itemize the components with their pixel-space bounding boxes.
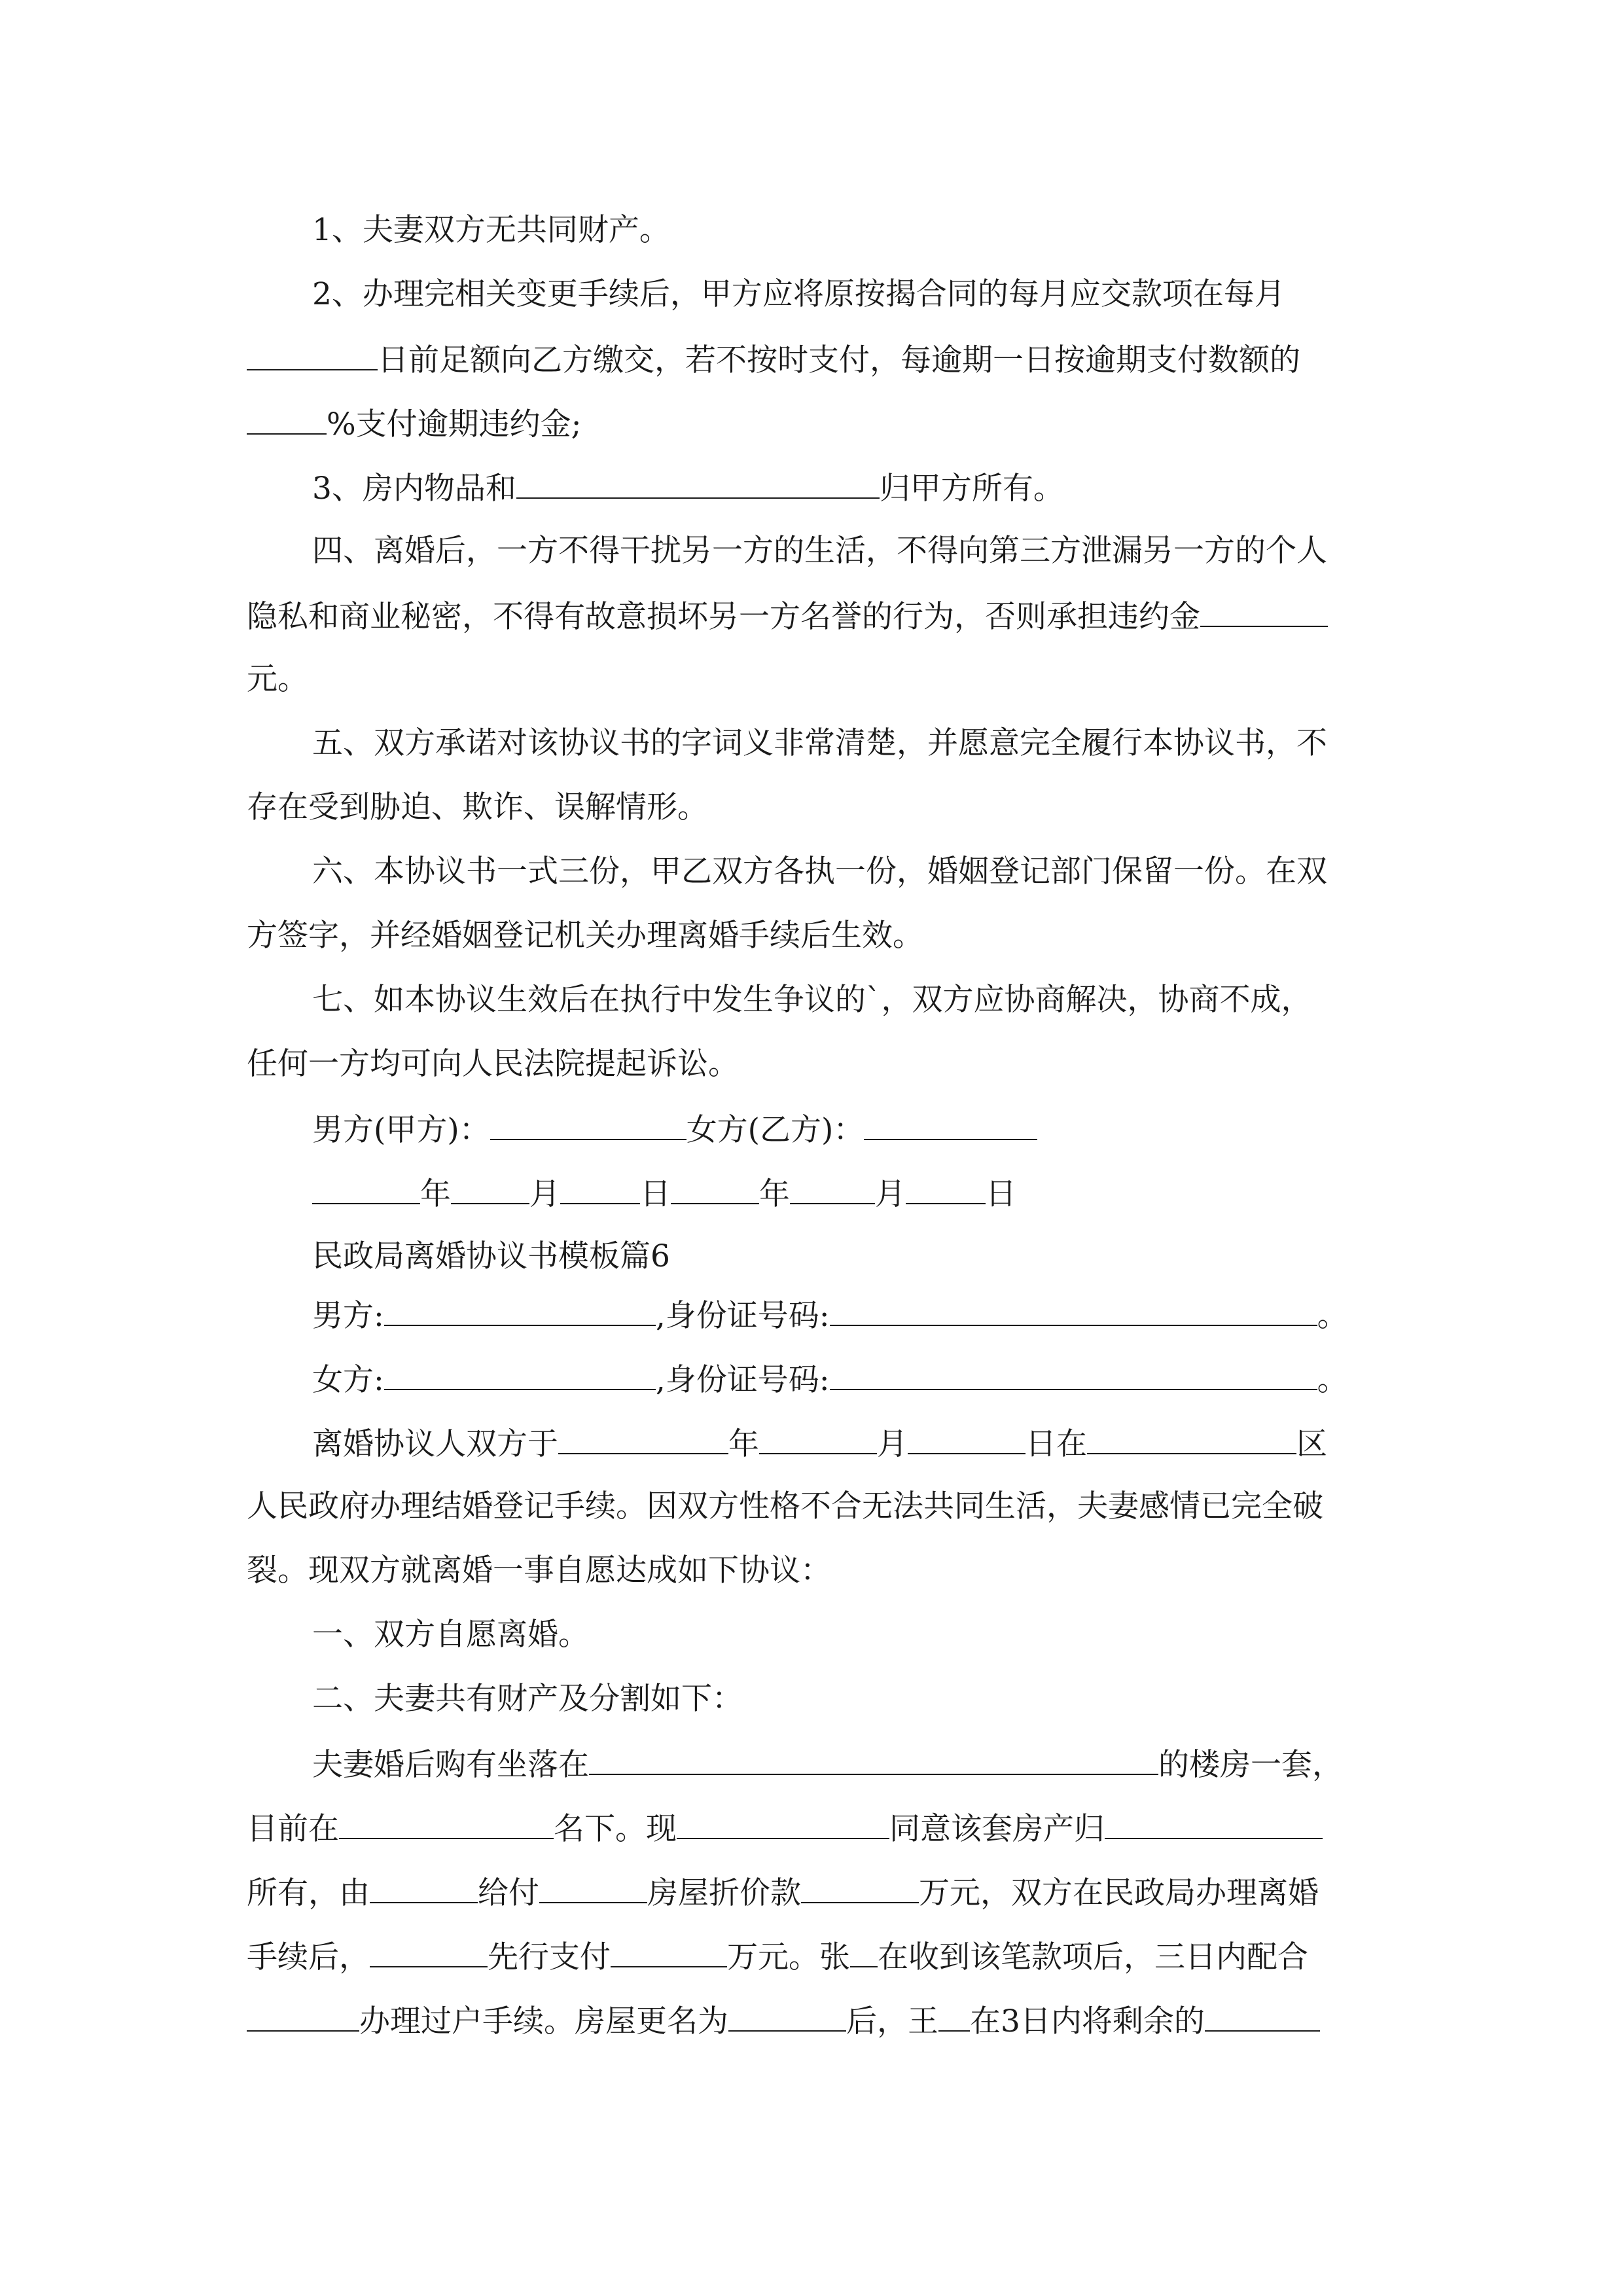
clause-text: 在收到该笔款项后，三日内配合: [878, 1939, 1308, 1975]
wife-info: [312, 1359, 1348, 1398]
period: 。: [1317, 1362, 1348, 1398]
amount-blank[interactable]: [801, 1872, 919, 1903]
day-blank[interactable]: [906, 1173, 986, 1204]
payee-blank[interactable]: [539, 1872, 647, 1903]
clause-2-line-3: [247, 403, 582, 442]
marriage-line-2: [247, 1487, 1323, 1526]
clause-4-line-1: [312, 531, 1327, 571]
clause-4-line-2: [247, 596, 1328, 635]
day-label: 日: [986, 1176, 1016, 1212]
remaining-amount-blank[interactable]: [1205, 2000, 1320, 2032]
marriage-date-line: [312, 1423, 1327, 1462]
payer-blank[interactable]: [370, 1872, 478, 1903]
clause-text: 办理过户手续。房屋更名为: [359, 2003, 728, 2039]
agreeing-party-blank[interactable]: [677, 1808, 889, 1839]
clause-text: 隐私和商业秘密，不得有故意损坏另一方名誉的行为，否则承担违约金: [247, 599, 1200, 635]
prepay-amount-blank[interactable]: [611, 1936, 727, 1967]
clause-text: 离婚协议人双方于: [312, 1426, 558, 1462]
prepayer-blank[interactable]: [370, 1936, 488, 1967]
clause-text: 五、双方承诺对该协议书的字词义非常清楚，并愿意完全履行本协议书，不: [312, 725, 1327, 761]
year-label: 年: [420, 1176, 451, 1212]
property-line-2: [247, 1808, 1323, 1847]
husband-label: 男方(甲方)：: [312, 1112, 490, 1148]
district-label: 区: [1296, 1426, 1327, 1462]
id-number-label: ,身份证号码:: [655, 1362, 830, 1398]
clause-text: %支付逾期违约金;: [327, 406, 582, 442]
month-label: 月: [529, 1176, 560, 1212]
clause-text: 裂。现双方就离婚一事自愿达成如下协议：: [247, 1552, 831, 1588]
clause-7-line-2: [247, 1045, 739, 1084]
clause-text: 目前在: [247, 1811, 339, 1847]
renamed-to-blank[interactable]: [728, 2000, 846, 2032]
transfer-party-blank[interactable]: [247, 2000, 359, 2032]
agreement-2: [312, 1679, 743, 1719]
wang-blank[interactable]: [938, 2000, 970, 2032]
blank-percent[interactable]: [247, 403, 327, 435]
blank-penalty[interactable]: [1200, 596, 1328, 627]
month-blank[interactable]: [759, 1423, 877, 1454]
clause-text: 先行支付: [488, 1939, 611, 1975]
wife-id-blank[interactable]: [830, 1359, 1317, 1390]
clause-text: 一、双方自愿离婚。: [312, 1617, 589, 1653]
property-line-1: [312, 1744, 1343, 1783]
year-label: 年: [759, 1176, 790, 1212]
blank-items[interactable]: [516, 467, 880, 499]
clause-6-line-2: [247, 916, 923, 956]
property-line-4: [247, 1936, 1308, 1975]
month-label: 月: [875, 1176, 906, 1212]
husband-id-blank[interactable]: [830, 1295, 1317, 1326]
clause-text: 万元，双方在民政局办理离婚: [919, 1875, 1319, 1911]
year-blank[interactable]: [671, 1173, 759, 1204]
clause-text: 手续后，: [247, 1939, 370, 1975]
clause-text: 万元。张: [727, 1939, 850, 1975]
year-label: 年: [728, 1426, 759, 1462]
month-blank[interactable]: [790, 1173, 875, 1204]
property-line-5: [247, 2000, 1320, 2039]
clause-7-line-1: [312, 980, 1312, 1020]
clause-text: 任何一方均可向人民法院提起诉讼。: [247, 1046, 739, 1082]
clause-text: 四、离婚后，一方不得干扰另一方的生活，不得向第三方泄漏另一方的个人: [312, 533, 1327, 569]
property-line-3: [247, 1872, 1319, 1911]
date-line: [312, 1173, 1016, 1212]
wife-label: 女方(乙方)：: [686, 1112, 865, 1148]
husband-signature-blank[interactable]: [490, 1109, 687, 1140]
wife-name-blank[interactable]: [384, 1359, 656, 1390]
clause-text: 同意该套房产归: [889, 1811, 1105, 1847]
clause-5-line-2: [247, 788, 708, 827]
district-blank[interactable]: [1087, 1423, 1296, 1454]
clause-text: 2、办理完相关变更手续后，甲方应将原按揭合同的每月应交款项在每月: [312, 276, 1285, 312]
signature-line: [312, 1109, 1037, 1148]
clause-text: 七、如本协议生效后在执行中发生争议的`，双方应协商解决，协商不成，: [312, 982, 1312, 1018]
clause-text: 给付: [478, 1875, 539, 1911]
clause-text: 后，王: [846, 2003, 938, 2039]
clause-text: 人民政府办理结婚登记手续。因双方性格不合无法共同生活，夫妻感情已完全破: [247, 1488, 1323, 1524]
clause-1: [312, 211, 670, 250]
clause-2-line-2: [247, 339, 1300, 378]
month-blank[interactable]: [451, 1173, 529, 1204]
clause-text: 六、本协议书一式三份，甲乙双方各执一份，婚姻登记部门保留一份。在双: [312, 853, 1327, 889]
clause-text: 所有，由: [247, 1875, 370, 1911]
wife-label: 女方:: [312, 1362, 384, 1398]
marriage-line-3: [247, 1551, 831, 1590]
clause-text: 日前足额向乙方缴交，若不按时支付，每逾期一日按逾期支付数额的: [378, 342, 1300, 378]
clause-text: 日在: [1026, 1426, 1087, 1462]
day-blank[interactable]: [560, 1173, 640, 1204]
clause-text: 的楼房一套，: [1158, 1747, 1343, 1783]
clause-6-line-1: [312, 852, 1327, 891]
clause-text: 1、夫妻双方无共同财产。: [312, 212, 670, 248]
clause-text: 归甲方所有。: [879, 471, 1064, 507]
clause-text: 在3日内将剩余的: [970, 2003, 1205, 2039]
agreement-1: [312, 1615, 589, 1655]
clause-5-line-1: [312, 724, 1327, 763]
husband-label: 男方:: [312, 1298, 384, 1334]
clause-text: 夫妻婚后购有坐落在: [312, 1747, 589, 1783]
clause-text: 3、房内物品和: [312, 471, 516, 507]
owner-name-blank[interactable]: [339, 1808, 554, 1839]
clause-text: 名下。现: [554, 1811, 677, 1847]
clause-4-line-3: [247, 660, 308, 699]
blank-day[interactable]: [247, 339, 378, 370]
month-label: 月: [877, 1426, 908, 1462]
clause-text: 二、夫妻共有财产及分割如下：: [312, 1681, 743, 1717]
clause-text: 方签字，并经婚姻登记机关办理离婚手续后生效。: [247, 918, 923, 954]
page-title: 民政局离婚协议书模板篇6: [312, 1238, 670, 1274]
day-blank[interactable]: [908, 1423, 1026, 1454]
id-number-label: ,身份证号码:: [655, 1298, 830, 1334]
property-location-blank[interactable]: [589, 1744, 1158, 1775]
year-blank[interactable]: [312, 1173, 420, 1204]
section-title: [312, 1237, 670, 1276]
husband-name-blank[interactable]: [384, 1295, 656, 1326]
clause-text: 元。: [247, 661, 308, 697]
year-blank[interactable]: [558, 1423, 728, 1454]
day-label: 日: [640, 1176, 671, 1212]
clause-3: [312, 467, 1064, 507]
new-owner-blank[interactable]: [1105, 1808, 1323, 1839]
wife-signature-blank[interactable]: [864, 1109, 1037, 1140]
husband-info: [312, 1295, 1348, 1334]
zhang-blank[interactable]: [850, 1936, 878, 1967]
period: 。: [1317, 1298, 1348, 1334]
clause-text: 房屋折价款: [647, 1875, 801, 1911]
clause-text: 存在受到胁迫、欺诈、误解情形。: [247, 789, 708, 825]
clause-2-line-1: [312, 275, 1285, 314]
